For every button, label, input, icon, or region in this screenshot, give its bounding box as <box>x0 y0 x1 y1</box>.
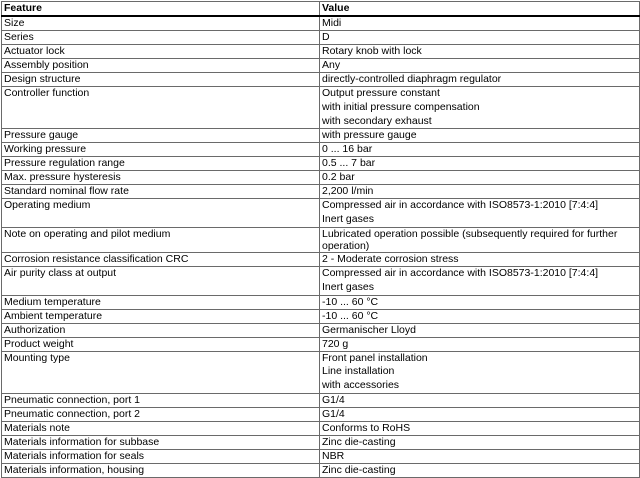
value-cell <box>320 157 640 171</box>
value-cell <box>320 449 640 463</box>
table-row <box>2 157 640 171</box>
value-line: Lubricated operation possible (subsequently required for further operation) <box>322 227 618 252</box>
feature-column-header: Feature <box>2 2 320 17</box>
value-cell <box>320 351 640 393</box>
table-row <box>2 143 640 157</box>
value-cell <box>320 87 640 129</box>
value-cell <box>320 16 640 31</box>
value-line: Compressed air in accordance with ISO8573-1:2010 [7:4:4] <box>322 266 599 279</box>
feature-cell: Note on operating and pilot medium <box>2 227 320 252</box>
feature-cell: Authorization <box>2 323 320 337</box>
value-cell <box>320 171 640 185</box>
feature-cell: Air purity class at output <box>2 266 320 295</box>
table-row <box>2 199 640 228</box>
feature-cell: Max. pressure hysteresis <box>2 171 320 185</box>
value-line: 2,200 l/min <box>322 185 374 198</box>
value-cell <box>320 393 640 407</box>
feature-cell: Mounting type <box>2 351 320 393</box>
feature-cell: Pneumatic connection, port 2 <box>2 407 320 421</box>
table-row <box>2 252 640 266</box>
feature-cell: Working pressure <box>2 143 320 157</box>
value-line: -10 ... 60 °C <box>322 309 379 322</box>
table-row <box>2 351 640 393</box>
feature-cell: Standard nominal flow rate <box>2 185 320 199</box>
table-row <box>2 16 640 31</box>
value-cell <box>320 185 640 199</box>
feature-cell: Size <box>2 16 320 31</box>
table-row <box>2 185 640 199</box>
feature-table <box>1 1 640 478</box>
value-cell <box>320 463 640 477</box>
value-cell <box>320 337 640 351</box>
feature-cell: Assembly position <box>2 59 320 73</box>
value-cell <box>320 266 640 295</box>
value-line: 0.5 ... 7 bar <box>322 157 376 170</box>
table-row <box>2 295 640 309</box>
value-line: Zinc die-casting <box>322 435 396 448</box>
value-line: G1/4 <box>322 393 345 406</box>
value-line: Front panel installation <box>322 351 428 364</box>
value-cell <box>320 199 640 228</box>
value-line: Rotary knob with lock <box>322 45 422 57</box>
feature-cell: Materials note <box>2 421 320 435</box>
value-line: Compressed air in accordance with ISO8573-1:2010 [7:4:4] <box>322 199 599 212</box>
table-row <box>2 393 640 407</box>
value-cell <box>320 129 640 143</box>
value-line: with pressure gauge <box>322 129 417 142</box>
value-cell <box>320 309 640 323</box>
feature-cell: Controller function <box>2 87 320 129</box>
value-cell <box>320 323 640 337</box>
table-row <box>2 463 640 477</box>
feature-cell: Materials information for subbase <box>2 435 320 449</box>
value-line: Inert gases <box>322 213 374 226</box>
value-line: with secondary exhaust <box>322 114 432 127</box>
value-cell <box>320 295 640 309</box>
value-line: 2 - Moderate corrosion stress <box>322 252 459 265</box>
value-cell <box>320 421 640 435</box>
value-cell <box>320 45 640 59</box>
table-row <box>2 337 640 351</box>
value-line: Zinc die-casting <box>322 463 396 476</box>
value-line: 720 g <box>322 337 349 350</box>
table-row <box>2 227 640 252</box>
value-cell <box>320 59 640 73</box>
value-cell <box>320 31 640 45</box>
feature-cell: Actuator lock <box>2 45 320 59</box>
table-row <box>2 407 640 421</box>
value-cell <box>320 73 640 87</box>
value-line: Inert gases <box>322 280 374 293</box>
value-line: directly-controlled diaphragm regulator <box>322 73 502 85</box>
value-line: NBR <box>322 449 345 462</box>
table-header-row <box>2 2 640 17</box>
feature-cell: Pneumatic connection, port 1 <box>2 393 320 407</box>
table-row <box>2 31 640 45</box>
value-line: -10 ... 60 °C <box>322 295 379 308</box>
value-column-header: Value <box>320 2 640 17</box>
table-row <box>2 59 640 73</box>
table-row <box>2 45 640 59</box>
value-line: Line installation <box>322 365 395 378</box>
table-row <box>2 309 640 323</box>
value-line: D <box>322 31 330 43</box>
feature-cell: Product weight <box>2 337 320 351</box>
value-cell <box>320 143 640 157</box>
feature-cell: Pressure regulation range <box>2 157 320 171</box>
value-line: Any <box>322 59 341 71</box>
value-line: 0 ... 16 bar <box>322 143 373 156</box>
table-row <box>2 421 640 435</box>
table-row <box>2 266 640 295</box>
value-line: Germanischer Lloyd <box>322 323 416 336</box>
table-row <box>2 171 640 185</box>
value-cell <box>320 227 640 252</box>
value-cell <box>320 435 640 449</box>
value-line: Conforms to RoHS <box>322 421 411 434</box>
feature-cell: Pressure gauge <box>2 129 320 143</box>
value-line: Output pressure constant <box>322 87 440 99</box>
feature-cell: Design structure <box>2 73 320 87</box>
value-line: 0.2 bar <box>322 171 355 184</box>
feature-cell: Ambient temperature <box>2 309 320 323</box>
value-line: Midi <box>322 17 342 29</box>
table-row <box>2 323 640 337</box>
table-row <box>2 87 640 129</box>
value-line: with accessories <box>322 379 400 392</box>
value-cell <box>320 407 640 421</box>
table-row <box>2 129 640 143</box>
value-cell <box>320 252 640 266</box>
table-row <box>2 73 640 87</box>
value-line: with initial pressure compensation <box>322 100 480 113</box>
table-row <box>2 449 640 463</box>
feature-cell: Medium temperature <box>2 295 320 309</box>
table-row <box>2 435 640 449</box>
feature-cell: Materials information, housing <box>2 463 320 477</box>
feature-cell: Series <box>2 31 320 45</box>
value-line: G1/4 <box>322 407 345 420</box>
feature-cell: Materials information for seals <box>2 449 320 463</box>
feature-cell: Corrosion resistance classification CRC <box>2 252 320 266</box>
feature-cell: Operating medium <box>2 199 320 228</box>
